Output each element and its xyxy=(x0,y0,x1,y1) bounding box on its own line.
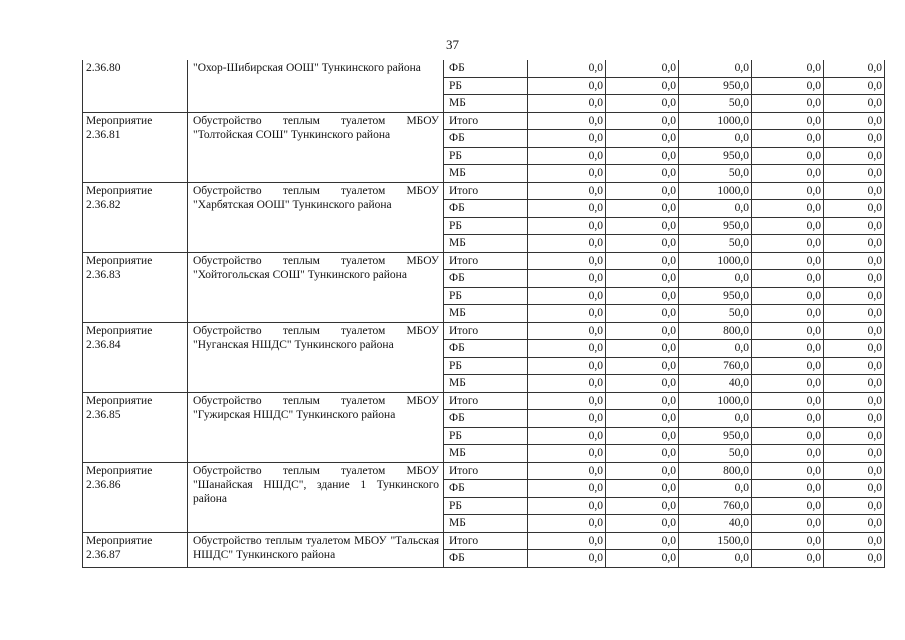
amount-cell: 0,0 xyxy=(752,427,824,445)
amount-cell: 0,0 xyxy=(824,550,885,568)
amount-cell: 0,0 xyxy=(528,532,606,550)
funding-source: МБ xyxy=(444,95,528,113)
funding-source: Итого xyxy=(444,462,528,480)
amount-cell: 0,0 xyxy=(606,287,679,305)
amount-cell: 0,0 xyxy=(824,130,885,148)
amount-cell: 0,0 xyxy=(528,357,606,375)
funding-source: МБ xyxy=(444,515,528,533)
table-row xyxy=(83,532,885,550)
amount-cell: 0,0 xyxy=(606,515,679,533)
amount-cell: 760,0 xyxy=(679,357,752,375)
amount-cell: 0,0 xyxy=(528,480,606,498)
amount-cell: 50,0 xyxy=(679,445,752,463)
amount-cell: 0,0 xyxy=(606,445,679,463)
amount-cell: 0,0 xyxy=(752,322,824,340)
amount-cell: 0,0 xyxy=(528,427,606,445)
amount-cell: 0,0 xyxy=(824,340,885,358)
amount-cell: 50,0 xyxy=(679,165,752,183)
amount-cell: 0,0 xyxy=(824,77,885,95)
amount-cell: 0,0 xyxy=(824,462,885,480)
amount-cell: 0,0 xyxy=(606,480,679,498)
measure-name: Обустройство теплым туалетом МБОУ "Нуганская НШДС" Тункинского района xyxy=(188,322,444,392)
funding-source: РБ xyxy=(444,427,528,445)
funding-source: РБ xyxy=(444,357,528,375)
amount-cell: 0,0 xyxy=(752,252,824,270)
amount-cell: 0,0 xyxy=(528,77,606,95)
amount-cell: 1000,0 xyxy=(679,112,752,130)
funding-source: Итого xyxy=(444,392,528,410)
amount-cell: 0,0 xyxy=(752,462,824,480)
measure-name: Обустройство теплым туалетом МБОУ "Харбятская ООШ" Тункинского района xyxy=(188,182,444,252)
amount-cell: 0,0 xyxy=(679,480,752,498)
amount-cell: 0,0 xyxy=(528,60,606,77)
amount-cell: 0,0 xyxy=(679,550,752,568)
amount-cell: 0,0 xyxy=(528,550,606,568)
amount-cell: 0,0 xyxy=(606,357,679,375)
amount-cell: 0,0 xyxy=(528,252,606,270)
amount-cell: 0,0 xyxy=(752,95,824,113)
funding-source: ФБ xyxy=(444,270,528,288)
amount-cell: 0,0 xyxy=(606,77,679,95)
amount-cell: 0,0 xyxy=(752,165,824,183)
amount-cell: 0,0 xyxy=(752,235,824,253)
table-row xyxy=(83,322,885,340)
amount-cell: 0,0 xyxy=(752,112,824,130)
amount-cell: 0,0 xyxy=(606,200,679,218)
amount-cell: 1000,0 xyxy=(679,182,752,200)
measure-code: Мероприятие 2.36.86 xyxy=(83,462,188,532)
amount-cell: 0,0 xyxy=(752,410,824,428)
amount-cell: 0,0 xyxy=(752,147,824,165)
measure-code: Мероприятие 2.36.83 xyxy=(83,252,188,322)
funding-source: Итого xyxy=(444,532,528,550)
amount-cell: 0,0 xyxy=(824,427,885,445)
amount-cell: 50,0 xyxy=(679,305,752,323)
amount-cell: 0,0 xyxy=(606,550,679,568)
amount-cell: 0,0 xyxy=(752,60,824,77)
amount-cell: 0,0 xyxy=(824,375,885,393)
amount-cell: 0,0 xyxy=(528,287,606,305)
amount-cell: 0,0 xyxy=(824,95,885,113)
funding-source: ФБ xyxy=(444,550,528,568)
funding-source: МБ xyxy=(444,375,528,393)
amount-cell: 0,0 xyxy=(752,77,824,95)
funding-source: МБ xyxy=(444,445,528,463)
measure-code: Мероприятие 2.36.85 xyxy=(83,392,188,462)
amount-cell: 0,0 xyxy=(824,112,885,130)
measure-name: Обустройство теплым туалетом МБОУ "Хойтогольская СОШ" Тункинского района xyxy=(188,252,444,322)
funding-source: Итого xyxy=(444,112,528,130)
amount-cell: 0,0 xyxy=(824,147,885,165)
amount-cell: 0,0 xyxy=(528,95,606,113)
table-row xyxy=(83,462,885,480)
amount-cell: 50,0 xyxy=(679,235,752,253)
measure-code: 2.36.80 xyxy=(83,60,188,112)
measure-code: Мероприятие 2.36.82 xyxy=(83,182,188,252)
amount-cell: 0,0 xyxy=(606,112,679,130)
funding-source: ФБ xyxy=(444,340,528,358)
budget-table xyxy=(82,60,885,568)
amount-cell: 0,0 xyxy=(528,497,606,515)
measure-code: Мероприятие 2.36.84 xyxy=(83,322,188,392)
measure-name: Обустройство теплым туалетом МБОУ "Толтойская СОШ" Тункинского района xyxy=(188,112,444,182)
amount-cell: 0,0 xyxy=(752,305,824,323)
amount-cell: 0,0 xyxy=(606,182,679,200)
amount-cell: 0,0 xyxy=(528,235,606,253)
amount-cell: 760,0 xyxy=(679,497,752,515)
amount-cell: 0,0 xyxy=(824,497,885,515)
amount-cell: 0,0 xyxy=(824,217,885,235)
measure-name: Обустройство теплым туалетом МБОУ "Тальская НШДС" Тункинского района xyxy=(188,532,444,567)
amount-cell: 0,0 xyxy=(606,375,679,393)
funding-source: РБ xyxy=(444,77,528,95)
measure-name: Обустройство теплым туалетом МБОУ "Шанайская НШДС", здание 1 Тункинского района xyxy=(188,462,444,532)
amount-cell: 0,0 xyxy=(528,392,606,410)
amount-cell: 0,0 xyxy=(824,60,885,77)
amount-cell: 0,0 xyxy=(824,532,885,550)
amount-cell: 0,0 xyxy=(606,270,679,288)
amount-cell: 0,0 xyxy=(752,532,824,550)
amount-cell: 0,0 xyxy=(679,340,752,358)
amount-cell: 0,0 xyxy=(606,147,679,165)
amount-cell: 0,0 xyxy=(752,200,824,218)
amount-cell: 0,0 xyxy=(679,130,752,148)
amount-cell: 0,0 xyxy=(824,357,885,375)
funding-source: МБ xyxy=(444,305,528,323)
amount-cell: 0,0 xyxy=(606,95,679,113)
funding-source: ФБ xyxy=(444,410,528,428)
amount-cell: 0,0 xyxy=(824,322,885,340)
measure-name: Обустройство теплым туалетом МБОУ "Гужирская НШДС" Тункинского района xyxy=(188,392,444,462)
amount-cell: 0,0 xyxy=(752,357,824,375)
amount-cell: 950,0 xyxy=(679,427,752,445)
table-row xyxy=(83,182,885,200)
table-row xyxy=(83,112,885,130)
amount-cell: 0,0 xyxy=(824,480,885,498)
amount-cell: 0,0 xyxy=(528,200,606,218)
amount-cell: 0,0 xyxy=(528,147,606,165)
amount-cell: 0,0 xyxy=(528,130,606,148)
amount-cell: 0,0 xyxy=(528,340,606,358)
funding-source: Итого xyxy=(444,182,528,200)
measure-code: Мероприятие 2.36.87 xyxy=(83,532,188,567)
amount-cell: 0,0 xyxy=(752,375,824,393)
amount-cell: 0,0 xyxy=(824,445,885,463)
amount-cell: 0,0 xyxy=(679,200,752,218)
amount-cell: 0,0 xyxy=(528,322,606,340)
amount-cell: 0,0 xyxy=(606,130,679,148)
amount-cell: 0,0 xyxy=(679,270,752,288)
amount-cell: 0,0 xyxy=(752,497,824,515)
amount-cell: 0,0 xyxy=(606,235,679,253)
amount-cell: 0,0 xyxy=(752,287,824,305)
amount-cell: 0,0 xyxy=(824,305,885,323)
amount-cell: 50,0 xyxy=(679,95,752,113)
amount-cell: 0,0 xyxy=(606,165,679,183)
amount-cell: 0,0 xyxy=(752,445,824,463)
amount-cell: 1500,0 xyxy=(679,532,752,550)
table-row xyxy=(83,252,885,270)
funding-source: РБ xyxy=(444,287,528,305)
amount-cell: 0,0 xyxy=(606,392,679,410)
funding-source: ФБ xyxy=(444,200,528,218)
amount-cell: 950,0 xyxy=(679,147,752,165)
amount-cell: 0,0 xyxy=(824,410,885,428)
amount-cell: 0,0 xyxy=(752,270,824,288)
amount-cell: 0,0 xyxy=(606,322,679,340)
amount-cell: 0,0 xyxy=(606,305,679,323)
amount-cell: 0,0 xyxy=(528,410,606,428)
funding-source: МБ xyxy=(444,235,528,253)
amount-cell: 0,0 xyxy=(528,165,606,183)
amount-cell: 0,0 xyxy=(752,130,824,148)
amount-cell: 0,0 xyxy=(528,515,606,533)
funding-source: МБ xyxy=(444,165,528,183)
funding-source: РБ xyxy=(444,217,528,235)
amount-cell: 0,0 xyxy=(824,200,885,218)
amount-cell: 0,0 xyxy=(752,217,824,235)
amount-cell: 0,0 xyxy=(606,217,679,235)
funding-source: ФБ xyxy=(444,60,528,77)
amount-cell: 950,0 xyxy=(679,287,752,305)
amount-cell: 0,0 xyxy=(528,445,606,463)
amount-cell: 0,0 xyxy=(824,235,885,253)
funding-source: РБ xyxy=(444,497,528,515)
measure-code: Мероприятие 2.36.81 xyxy=(83,112,188,182)
amount-cell: 0,0 xyxy=(606,410,679,428)
amount-cell: 0,0 xyxy=(824,182,885,200)
table-row xyxy=(83,392,885,410)
amount-cell: 0,0 xyxy=(752,340,824,358)
funding-source: ФБ xyxy=(444,130,528,148)
amount-cell: 950,0 xyxy=(679,77,752,95)
amount-cell: 0,0 xyxy=(528,182,606,200)
amount-cell: 40,0 xyxy=(679,515,752,533)
amount-cell: 0,0 xyxy=(824,165,885,183)
amount-cell: 40,0 xyxy=(679,375,752,393)
amount-cell: 1000,0 xyxy=(679,252,752,270)
amount-cell: 0,0 xyxy=(606,462,679,480)
amount-cell: 0,0 xyxy=(752,515,824,533)
page-number: 37 xyxy=(446,37,459,52)
amount-cell: 800,0 xyxy=(679,322,752,340)
amount-cell: 0,0 xyxy=(752,392,824,410)
amount-cell: 0,0 xyxy=(528,270,606,288)
amount-cell: 0,0 xyxy=(606,427,679,445)
measure-name: "Охор-Шибирская ООШ" Тункинского района xyxy=(188,60,444,112)
amount-cell: 800,0 xyxy=(679,462,752,480)
table-row xyxy=(83,60,885,77)
table-body xyxy=(83,60,885,567)
amount-cell: 0,0 xyxy=(824,252,885,270)
funding-source: Итого xyxy=(444,252,528,270)
amount-cell: 0,0 xyxy=(752,480,824,498)
amount-cell: 0,0 xyxy=(606,252,679,270)
funding-source: РБ xyxy=(444,147,528,165)
amount-cell: 0,0 xyxy=(528,305,606,323)
amount-cell: 0,0 xyxy=(824,287,885,305)
amount-cell: 1000,0 xyxy=(679,392,752,410)
amount-cell: 0,0 xyxy=(606,532,679,550)
amount-cell: 0,0 xyxy=(824,392,885,410)
amount-cell: 0,0 xyxy=(606,497,679,515)
funding-source: Итого xyxy=(444,322,528,340)
amount-cell: 0,0 xyxy=(606,60,679,77)
funding-source: ФБ xyxy=(444,480,528,498)
amount-cell: 0,0 xyxy=(824,270,885,288)
amount-cell: 0,0 xyxy=(528,112,606,130)
amount-cell: 950,0 xyxy=(679,217,752,235)
amount-cell: 0,0 xyxy=(528,375,606,393)
amount-cell: 0,0 xyxy=(679,410,752,428)
amount-cell: 0,0 xyxy=(528,462,606,480)
amount-cell: 0,0 xyxy=(752,182,824,200)
amount-cell: 0,0 xyxy=(528,217,606,235)
amount-cell: 0,0 xyxy=(824,515,885,533)
amount-cell: 0,0 xyxy=(679,60,752,77)
amount-cell: 0,0 xyxy=(606,340,679,358)
amount-cell: 0,0 xyxy=(752,550,824,568)
